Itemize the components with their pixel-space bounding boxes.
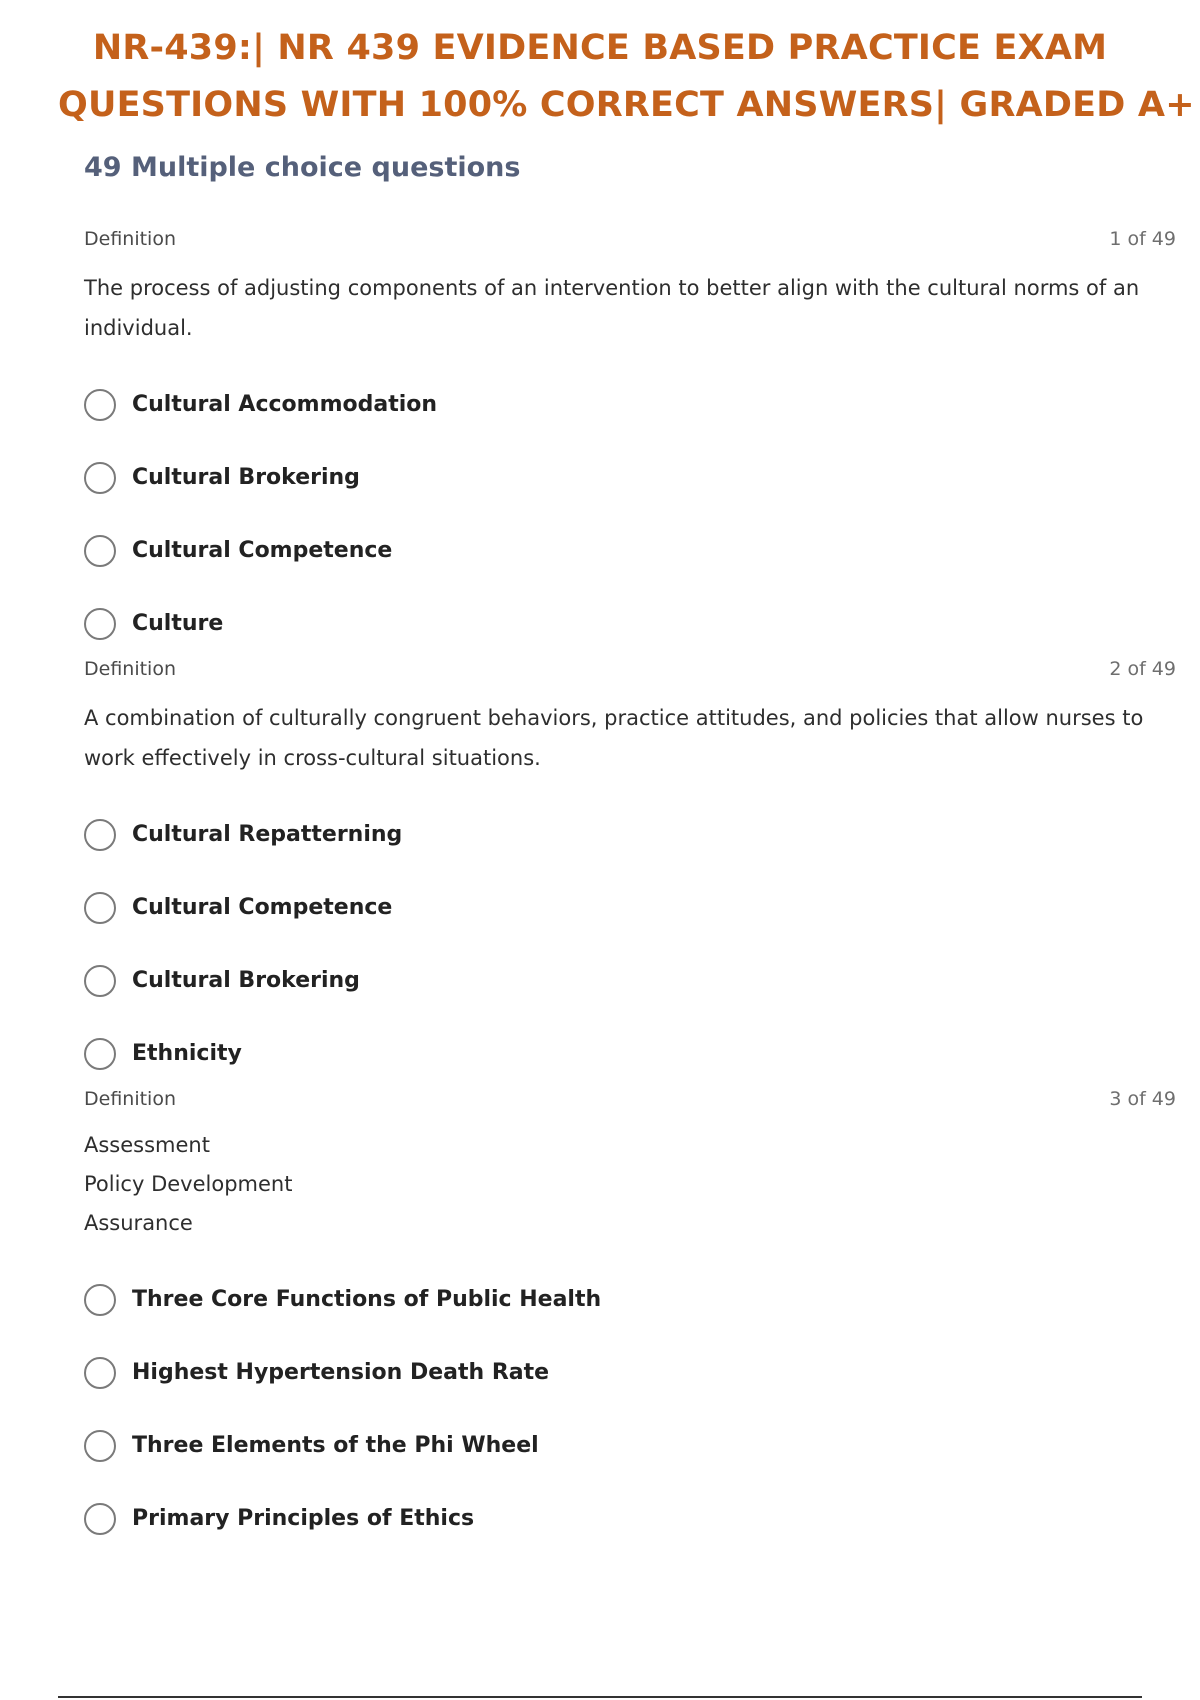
answer-option-label: Cultural Competence — [132, 538, 393, 563]
question-prompt-line: Assessment — [84, 1133, 210, 1157]
answer-option-label: Three Elements of the Phi Wheel — [132, 1433, 539, 1458]
answer-option[interactable] — [84, 368, 1176, 441]
answer-option-label: Ethnicity — [132, 1041, 242, 1066]
question-counter: 1 of 49 — [1109, 228, 1176, 250]
question-prompt — [84, 1126, 1176, 1243]
answer-option[interactable] — [84, 514, 1176, 587]
question-prompt: A combination of culturally congruent behaviors, practice attitudes, and policies that allow nurses to work effectively in cross-cultural situations. — [84, 706, 1144, 770]
answer-option-label: Highest Hypertension Death Rate — [132, 1360, 550, 1385]
question-prompt-line: Assurance — [84, 1211, 193, 1235]
answer-option-label: Cultural Brokering — [132, 968, 360, 993]
radio-circle-icon[interactable] — [84, 608, 116, 640]
answer-option-label: Cultural Accommodation — [132, 392, 438, 417]
question-type-label: Definition — [84, 228, 177, 250]
page-divider — [58, 1696, 1142, 1698]
radio-circle-icon[interactable] — [84, 1038, 116, 1070]
question-3 — [84, 1088, 1176, 1571]
radio-circle-icon[interactable] — [84, 1503, 116, 1535]
answer-option[interactable] — [84, 587, 1176, 660]
radio-circle-icon[interactable] — [84, 1284, 116, 1316]
radio-circle-icon[interactable] — [84, 892, 116, 924]
answer-option[interactable] — [84, 944, 1176, 1017]
radio-circle-icon[interactable] — [84, 462, 116, 494]
answer-option[interactable] — [84, 871, 1176, 944]
answer-option-label: Cultural Competence — [132, 895, 393, 920]
radio-circle-icon[interactable] — [84, 535, 116, 567]
radio-circle-icon[interactable] — [84, 819, 116, 851]
answer-options — [84, 368, 1176, 660]
answer-option[interactable] — [84, 1336, 1176, 1409]
answer-options — [84, 1263, 1176, 1555]
answer-option-label: Primary Principles of Ethics — [132, 1506, 475, 1531]
answer-option[interactable] — [84, 1017, 1176, 1090]
question-counter: 3 of 49 — [1109, 1088, 1176, 1110]
answer-option[interactable] — [84, 1263, 1176, 1336]
question-header — [84, 1088, 1176, 1118]
answer-option[interactable] — [84, 1482, 1176, 1555]
answer-options — [84, 798, 1176, 1090]
question-header — [84, 228, 1176, 258]
question-count-heading: 49 Multiple choice questions — [84, 152, 521, 183]
radio-circle-icon[interactable] — [84, 389, 116, 421]
answer-option[interactable] — [84, 441, 1176, 514]
answer-option[interactable] — [84, 798, 1176, 871]
answer-option-label: Cultural Repatterning — [132, 822, 403, 847]
question-type-label: Definition — [84, 658, 177, 680]
question-prompt-line: Policy Development — [84, 1172, 293, 1196]
question-counter: 2 of 49 — [1109, 658, 1176, 680]
question-1 — [84, 228, 1176, 676]
radio-circle-icon[interactable] — [84, 1357, 116, 1389]
answer-option-label: Three Core Functions of Public Health — [132, 1287, 602, 1312]
radio-circle-icon[interactable] — [84, 965, 116, 997]
question-type-label: Definition — [84, 1088, 177, 1110]
question-2 — [84, 658, 1176, 1106]
question-prompt: The process of adjusting components of an intervention to better align with the cultural norms of an individual. — [84, 276, 1140, 340]
question-header — [84, 658, 1176, 688]
document-title-line1: NR-439:| NR 439 EVIDENCE BASED PRACTICE EXAM — [92, 28, 1108, 68]
answer-option[interactable] — [84, 1409, 1176, 1482]
radio-circle-icon[interactable] — [84, 1430, 116, 1462]
document-title-line2: QUESTIONS WITH 100% CORRECT ANSWERS| GRADED A+ — [58, 85, 1195, 125]
answer-option-label: Cultural Brokering — [132, 465, 360, 490]
answer-option-label: Culture — [132, 611, 224, 636]
